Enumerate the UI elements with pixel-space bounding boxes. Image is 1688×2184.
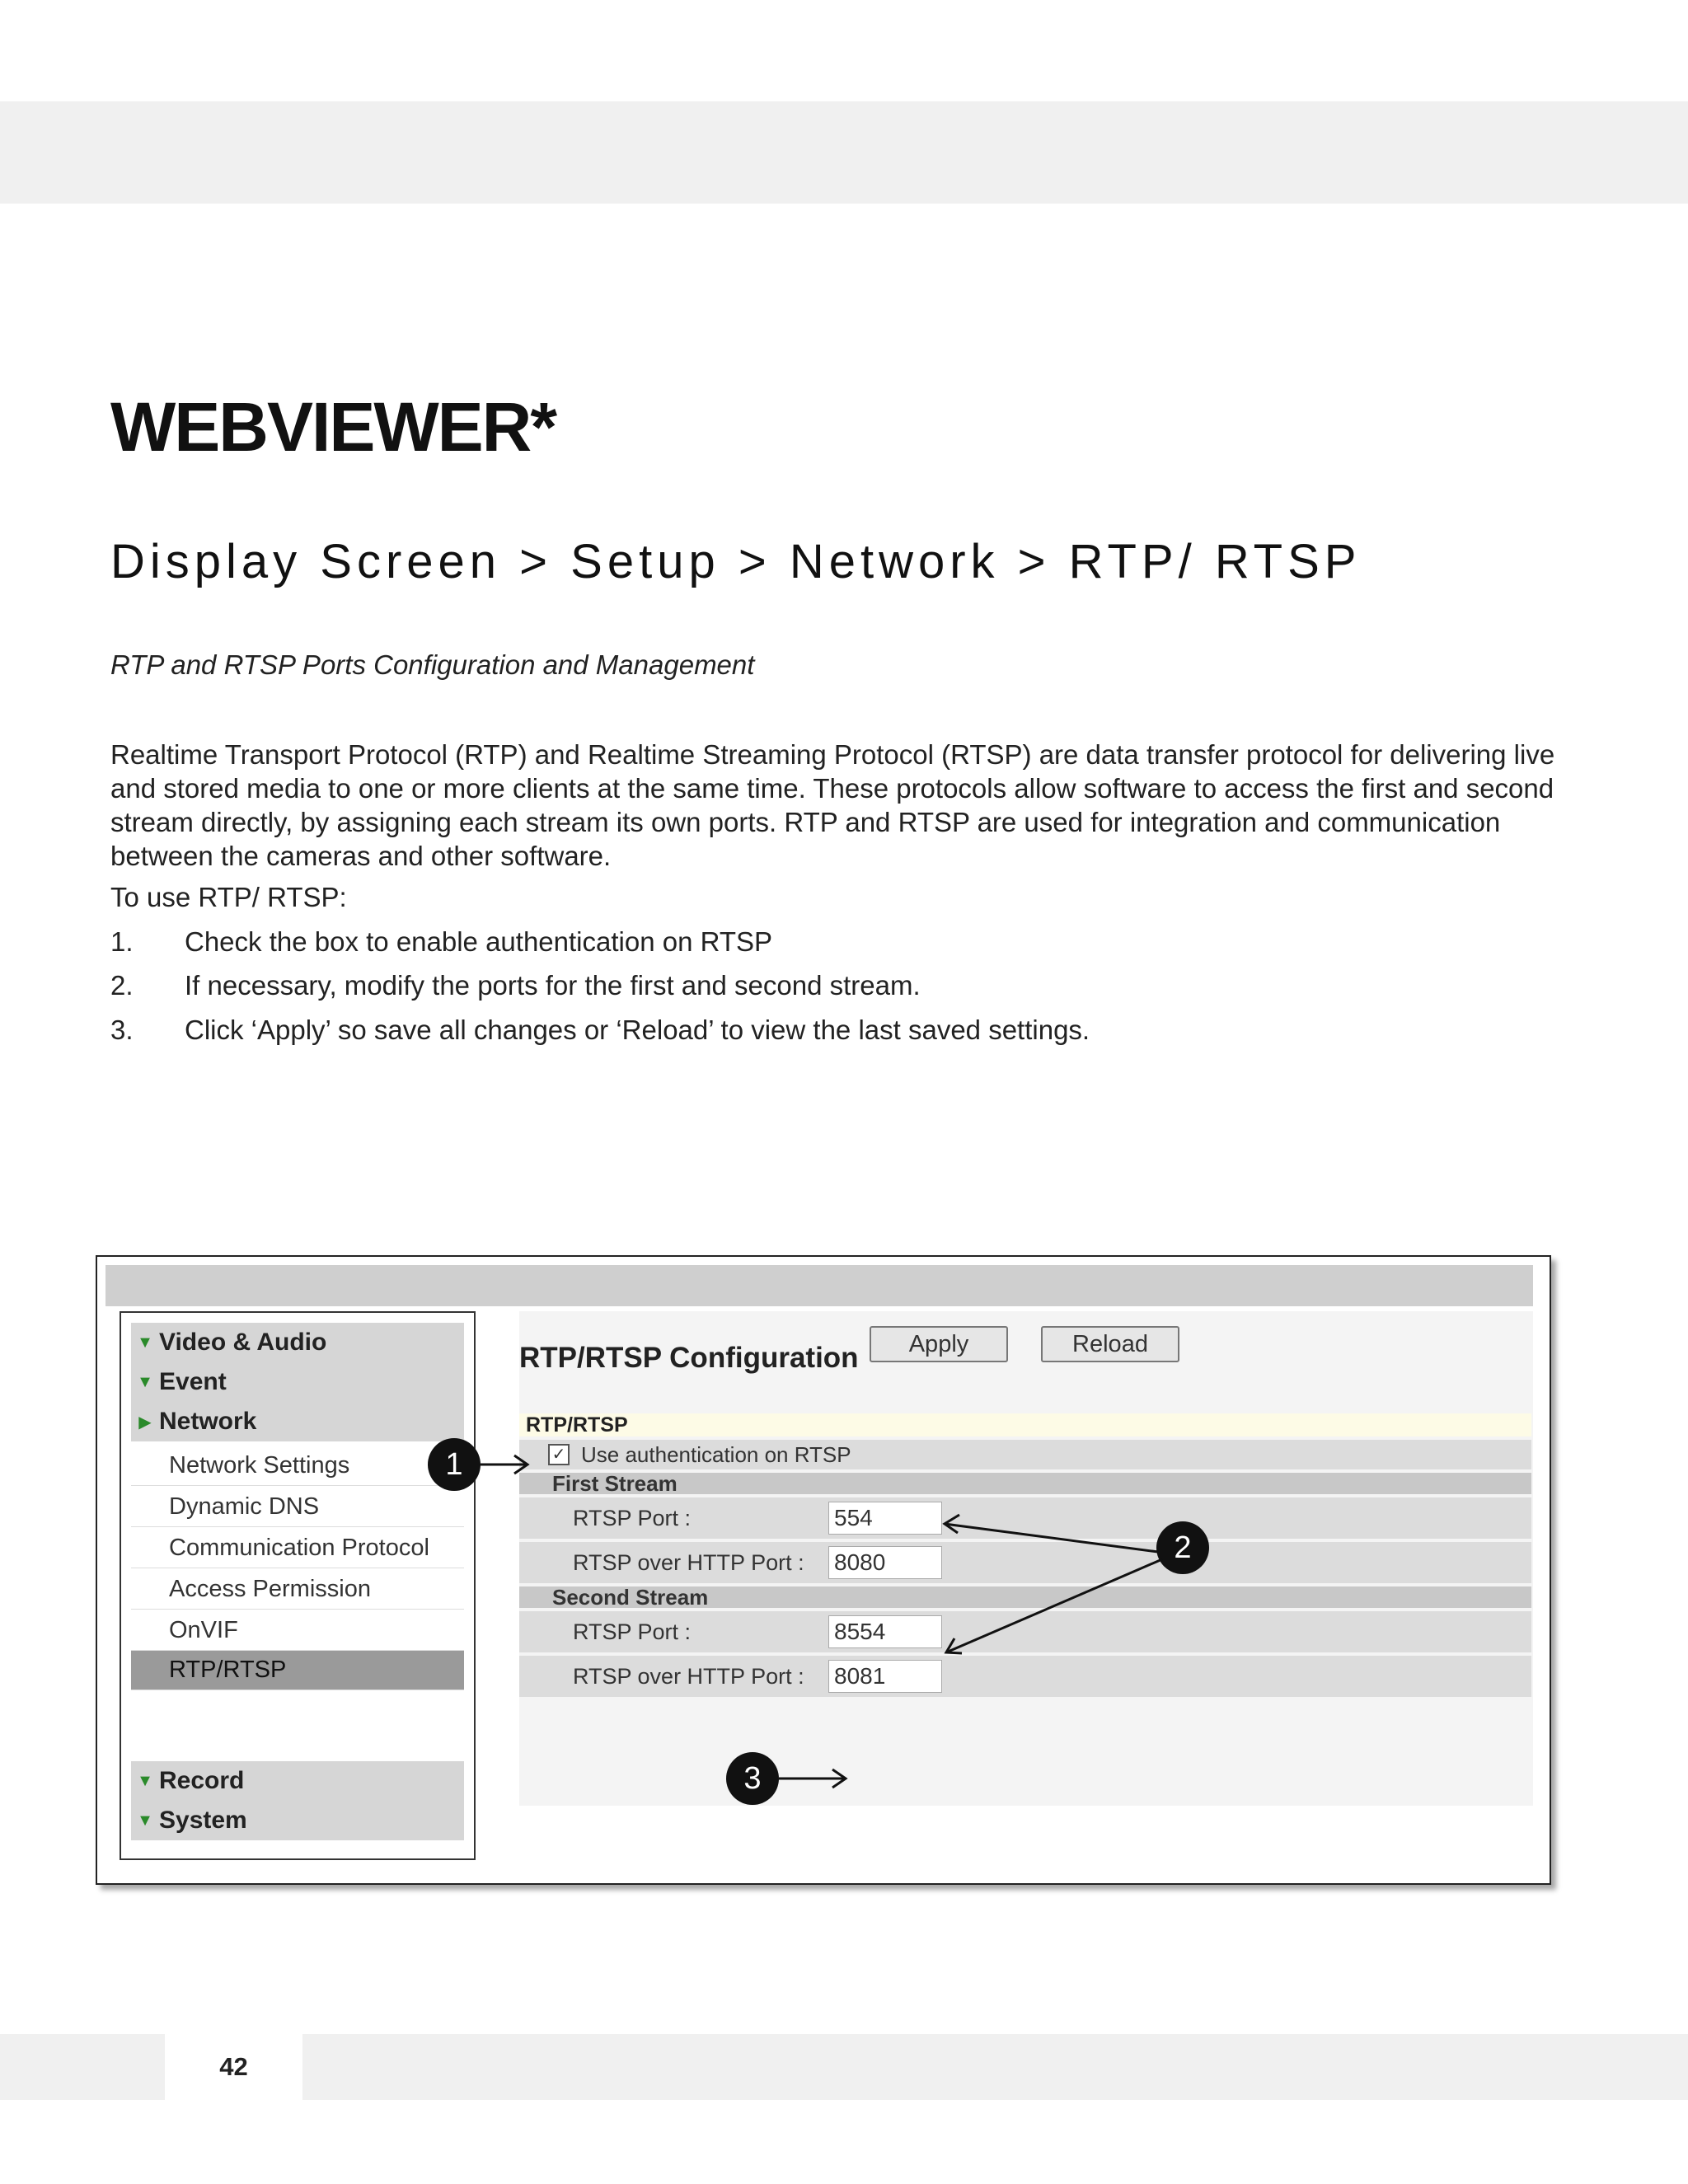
breadcrumb: Display Screen > Setup > Network > RTP/ RTSP [110,535,1362,588]
intro-text: RTP and RTSP Ports Configuration and Management [110,649,755,680]
chevron-right-icon: ▶ [138,1413,152,1432]
sidebar-item-video-audio[interactable]: ▼ Video & Audio [131,1323,464,1362]
howto-text: To use RTP/ RTSP: [110,882,347,912]
sidebar-item-rtp-rtsp[interactable]: RTP/RTSP [131,1651,464,1690]
callout-1: 1 [428,1438,481,1491]
sidebar [120,1311,476,1860]
field-label: RTSP over HTTP Port : [573,1549,804,1575]
step-1 [110,926,772,958]
second-rtsp-port-row [519,1611,1531,1654]
panel-title: RTP/RTSP Configuration [519,1342,859,1374]
field-label: RTSP over HTTP Port : [573,1663,804,1689]
step-number: 2. [110,970,134,1001]
screenshot-frame [96,1255,1551,1885]
frame-top-bar [106,1265,1533,1306]
sidebar-item-network-settings[interactable]: Network Settings [131,1446,464,1486]
page-number: 42 [219,2052,248,2081]
callout-2: 2 [1156,1521,1209,1574]
first-http-port-row [519,1542,1531,1585]
step-3 [110,1015,1090,1046]
second-http-port-row [519,1656,1531,1699]
second-stream-header: Second Stream [519,1586,1531,1610]
second-http-port-input[interactable] [828,1660,942,1693]
sidebar-item-onvif[interactable]: OnVIF [131,1611,464,1651]
sidebar-item-record[interactable]: ▼ Record [131,1761,464,1801]
apply-button[interactable]: Apply [870,1326,1008,1362]
chevron-down-icon: ▼ [137,1372,153,1391]
chevron-down-icon: ▼ [137,1811,153,1830]
reload-button[interactable]: Reload [1041,1326,1179,1362]
first-rtsp-port-row [519,1497,1531,1540]
step-text: If necessary, modify the ports for the first and second stream. [185,970,921,1001]
page-title: WEBVIEWER* [110,388,556,466]
first-http-port-input[interactable] [828,1546,942,1579]
sidebar-item-network[interactable]: ▶ Network [131,1402,464,1441]
footer-band-left [0,2034,165,2100]
header-band [0,101,1688,204]
description-paragraph: Realtime Transport Protocol (RTP) and Realtime Streaming Protocol (RTSP) are data transfer protocol for delivering live and stored media to one or more clients at the same time. These protocols allow software to access the first and second stream directly, by assigning each stream its own ports. RTP and RTSP are used for integration and communication between the cameras and other software. [110,739,1555,871]
sidebar-item-communication-protocol[interactable]: Communication Protocol [131,1529,464,1568]
step-text: Check the box to enable authentication on RTSP [185,926,773,957]
chevron-down-icon: ▼ [137,1771,153,1790]
step-2 [110,970,921,1001]
sidebar-item-system[interactable]: ▼ System [131,1801,464,1840]
sidebar-item-event[interactable]: ▼ Event [131,1362,464,1402]
second-rtsp-port-input[interactable] [828,1615,942,1648]
step-number: 3. [110,1015,134,1045]
first-rtsp-port-input[interactable] [828,1502,942,1535]
step-text: Click ‘Apply’ so save all changes or ‘Reload’ to view the last saved settings. [185,1015,1090,1045]
field-label: RTSP Port : [573,1619,692,1644]
auth-checkbox[interactable]: ✓ [548,1444,570,1465]
sidebar-item-dynamic-dns[interactable]: Dynamic DNS [131,1488,464,1527]
first-stream-header: First Stream [519,1473,1531,1496]
sidebar-item-access-permission[interactable]: Access Permission [131,1570,464,1610]
auth-row [519,1440,1531,1471]
field-label: RTSP Port : [573,1505,692,1530]
step-number: 1. [110,926,134,957]
chevron-down-icon: ▼ [137,1333,153,1352]
auth-label: Use authentication on RTSP [581,1441,851,1467]
footer-band-right [302,2034,1688,2100]
section-header: RTP/RTSP [519,1413,1531,1438]
callout-3: 3 [726,1752,779,1805]
